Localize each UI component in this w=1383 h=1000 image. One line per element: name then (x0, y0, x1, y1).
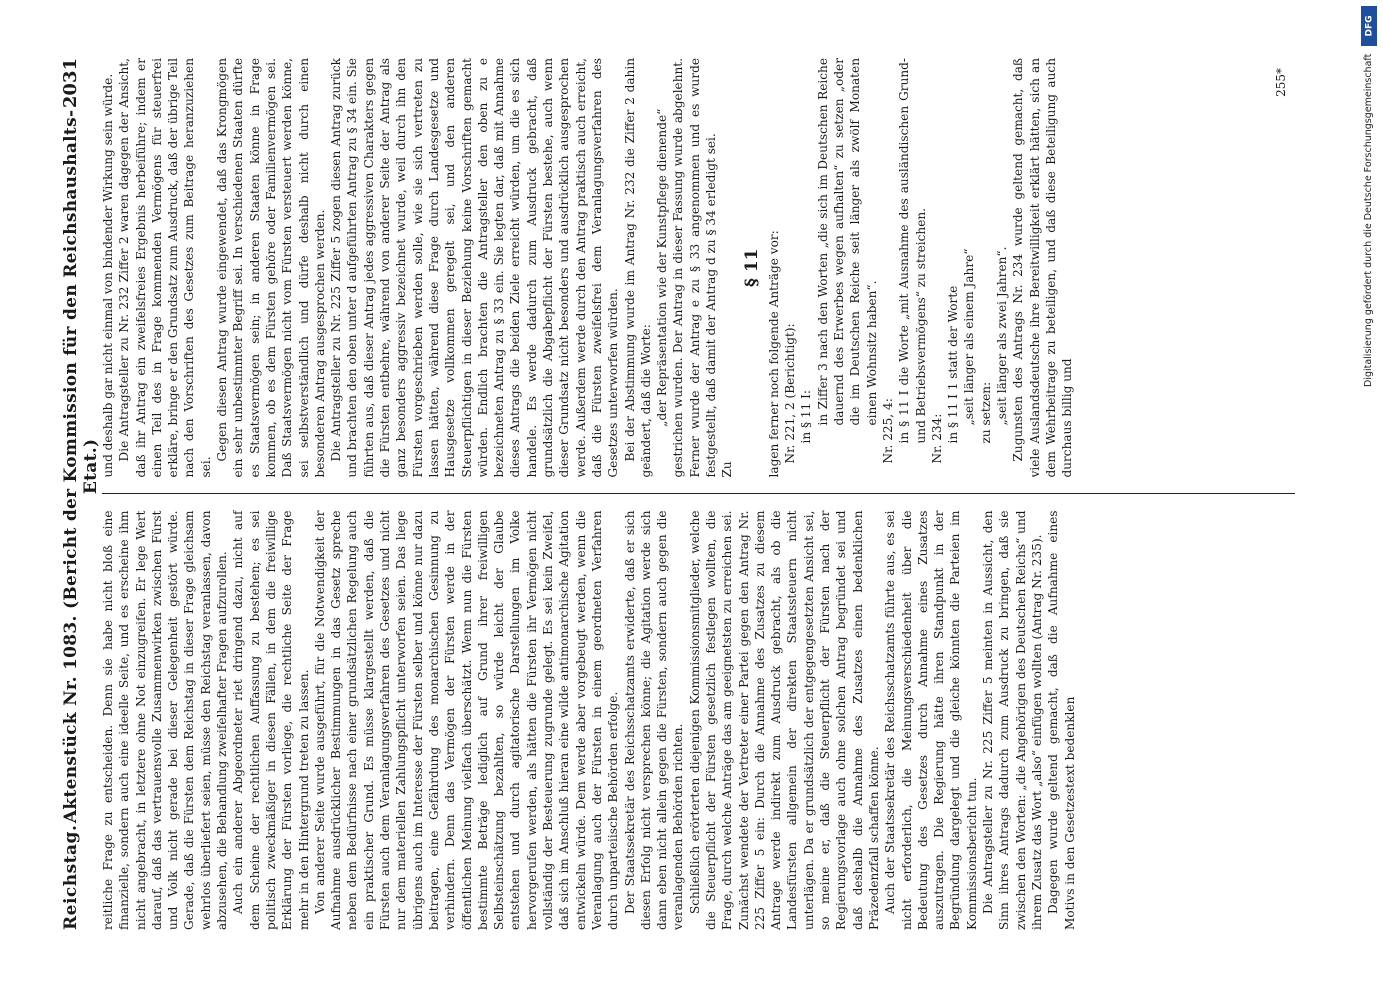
motion-item: Nr. 225, 4: (880, 398, 895, 464)
right-column (100, 58, 1295, 478)
paragraph: Gegen diesen Antrag wurde eingewendet, daß das Krongmögen ein sehr unbestimmter Begriff sei. In verschiedenen Staaten dürfte es Staatsvermögen sein; in anderen Staaten könne in Frage kommen, ob es dem Fürsten gehöre oder Familienvermögen sei. Daß Staatsvermögen nicht vom Fürsten versteuert werden könne, sei selbstverständlich und dürfe deshalb nicht durch einen besonderen Antrag ausgesprochen werden. (215, 58, 327, 478)
paragraph: Zugunsten des Antrags Nr. 234 wurde geltend gemacht, daß viele Auslandsdeutsche ihre Bereitwilligkeit erklärt hätten, sich an dem Wehrbeitrage zu beteiligen, und daß diese Beteiligung auch durchaus billig und (1011, 58, 1075, 478)
motion-item: „seit länger als zwei Jahren“. (995, 246, 1010, 426)
zu-label: Zu (720, 461, 735, 478)
section-heading: § 11 (741, 248, 762, 287)
paragraph: gestrichen wurden. Der Antrag in dieser Fassung wurde abgelehnt. Ferner wurde der Antrag e zu § 33 angenommen und es wurde festgestellt, daß damit der Antrag d zu § 34 erledigt sei. (671, 58, 718, 478)
paragraph: Die Antragsteller zu Nr. 225 Ziffer 5 meinten in Aussicht, den Sinn ihres Antrags dadurch zum Ausdruck zu bringen, daß sie zwischen den Worten: „die Angehörigen des Deutschen Reichs“ und ihrem Zusatz das Wort „also“ einfügen wollten (Antrag Nr. 235). (981, 510, 1044, 930)
motion-item: in Ziffer 3 nach den Worten „die sich im Deutschen Reiche dauernd des Erwerbes wegen aufhalten“ zu setzen „oder die im Deutschen Reiche seit länger als zwölf Monaten einen Wohnsitz haben“. (815, 58, 879, 426)
page-number: 2031 (60, 58, 81, 109)
document-page (60, 58, 1310, 930)
running-head (60, 58, 101, 930)
column-divider (102, 494, 1295, 495)
dfg-sidebar (1353, 0, 1383, 1000)
motion-item: in § 11 I 1 statt der Worte (946, 285, 961, 444)
header-left: Reichstag. (61, 824, 81, 930)
motion-item: zu setzen: (978, 381, 993, 444)
dfg-logo: DFG (1361, 6, 1377, 46)
motion-item: „seit länger als einem Jahre“ (962, 248, 977, 426)
left-column (100, 511, 1295, 931)
motion-item: in § 11 I die Worte „mit Ausnahme des ausländischen Grund- und Betriebsvermögens“ zu streichen. (897, 58, 928, 444)
motion-list (782, 58, 1010, 478)
motion-item: Nr. 234: (929, 413, 944, 464)
text-columns (100, 58, 1295, 930)
signature-mark: 255* (1274, 68, 1288, 97)
paragraph: Die Antragsteller zu Nr. 225 Ziffer 5 zogen diesen Antrag zurück und brachten den oben unter d aufgeführten Antrag zu § 34 ein. Sie führten aus, daß dieser Antrag jedes aggressiven Charakters gegen die Fürsten entbehre, während von anderer Seite der Antrag als ganz besonders aggressiv bezeichnet wurde, weil durch ihn den Fürsten vorgeschrieben werden solle, wie sie sich vertreten zu lassen hätten, während diese Frage durch Landesgesetze und Hausgesetze vollkommen geregelt sei, und den anderen Steuerpflichtigen in dieser Beziehung keine Vorschriften gemacht würden. Endlich brachten die Antragsteller den oben zu e bezeichneten Antrag zu § 33 ein. Sie legten dar, daß mit Annahme dieses Antrags die beiden Ziele erreicht würden, um die es sich handele. Es werde dadurch zum Ausdruck gebracht, daß grundsätzlich die Abgabepflicht der Fürsten bestehe, auch wenn dieser Grundsatz nicht besonders und ausdrücklich ausgesprochen werde. Außerdem werde durch den Antrag praktisch auch erreicht, daß die Fürsten zweifelsfrei dem Veranlagungsverfahren des Gesetzes unterworfen würden. (329, 58, 621, 478)
paragraph: Bei der Abstimmung wurde im Antrag Nr. 232 die Ziffer 2 dahin geändert, daß die Worte: (622, 58, 653, 478)
motion-item: in § 11 I: (799, 390, 814, 444)
paragraph: Die Antragsteller zu Nr. 232 Ziffer 2 waren dagegen der Ansicht, daß ihr Antrag ein zweifelsfreies Ergebnis herbeiführe; indem er einen Teil des in Frage kommenden Vermögens für steuerfrei erkläre, bringe er den Grundsatz zum Ausdruck, daß der übrige Teil nach den Vorschriften des Gesetzes zum Beitrage heranzuziehen sei. (117, 58, 213, 478)
paragraph: Schließlich erörterten diejenigen Kommissionsmitglieder, welche die Steuerpflicht der Fürsten gesetzlich festlegen wollten, die Frage, durch welche Anträge das am geeignetsten zu erreichen sei. Zunächst wendete der Vertreter einer Partei gegen den Antrag Nr. 225 Ziffer 5 ein: Durch die Annahme des Zusatzes zu diesem Antrage werde indirekt zum Ausdruck gebracht, als ob die Landesfürsten allgemein der direkten Staatssteuern nicht unterlägen. Da er grundsätzlich der entgegengesetzten Ansicht sei, so meine er, daß die Steuerpflicht der Fürsten nach der Regierungsvorlage auch ohne solchen Antrag begründet sei und daß deshalb die Annahme des Zusatzes einen bedenklichen Präzedenzfall schaffen könne. (687, 510, 881, 930)
paragraph: Auch der Staatssekretär des Reichsschatzamts führte aus, es sei nicht erforderlich, die Meinungsverschiedenheit über die Bedeutung des Gesetzes durch Annahme eines Zusatzes auszutragen. Die Regierung hätte ihren Standpunkt in der Begründung dargelegt und die gleiche könnten die Parteien im Kommissionsbericht tun. (883, 510, 979, 930)
paragraph: reitliche Frage zu entscheiden. Denn sie habe nicht bloß eine finanzielle, sondern auch eine ideelle Seite, und es erscheine ihm nicht angebracht, in letztere ohne Not einzugreifen. Er lege Wert darauf, daß das vertrauensvolle Zusammenwirken zwischen Fürst und Volk nicht gerade bei dieser Gelegenheit gestört würde. Gerade, daß die Fürsten dem Reichstag in dieser Frage gleichsam wehrlos überliefert seien, müsse den Reichstag veranlassen, davon abzusehen, die Behandlung zweifelhafter Fragen aufzurollen. (101, 510, 230, 930)
paragraph: lagen ferner noch folgende Anträge vor: (766, 230, 781, 478)
motion-item: Nr. 221, 2 (Berichtigt): (783, 323, 798, 464)
paragraph: Der Staatssekretär des Reichsschatzamts erwiderte, daß er sich diesen Erfolg nicht versprechen könne; die Agitation werde sich dann eben nicht allein gegen die Fürsten, sondern auch gegen die veranlagenden Behörden richten. (622, 510, 686, 930)
header-center: Aktenstück Nr. 1083. (Bericht der Kommission für den Reichshaushalts-Etat.) (61, 109, 101, 824)
paragraph: und deshalb gar nicht einmal von bindender Wirkung sein würde. (101, 73, 115, 478)
paragraph: Von anderer Seite wurde ausgeführt, für die Notwendigkeit der Aufnahme ausdrücklicher Bestimmungen in das Gesetz spreche neben dem Bedürfnisse nach einer grundsätzlichen Regelung auch ein praktischer Grund. Es müsse klargestellt werden, daß die Fürsten auch dem Veranlagungsverfahren des Gesetzes und nicht nur dem materiellen Zahlungspflicht unterworfen seien. Das liege übrigens auch im Interesse der Fürsten selber und könne nur dazu beitragen, eine Gefährdung des monarchischen Gesinnung zu verhindern. Denn das Vermögen der Fürsten werde in der öffentlichen Meinung vielfach überschätzt. Wenn nun die Fürsten bestimmte Beträge lediglich auf Grund ihrer freiwilligen Selbsteinschätzung bezahlten, so würde leicht der Glaube entstehen und durch agitatorische Darstellungen im Volke hervorgerufen werden, als hätten die Fürsten ihr Vermögen nicht vollständig der Besteuerung zugrunde gelegt. Es sei kein Zweifel, daß sich im Anschluß hieran eine wilde antimonarchische Agitation entwickeln würde. Dem werde aber vorgebeugt werden, wenn die Veranlagung auch der Fürsten in einem geordneten Verfahren durch unparteiische Behörden erfolge. (312, 510, 621, 930)
paragraph: Dagegen wurde geltend gemacht, daß die Aufnahme eines Motivs in den Gesetzestext bedenklen (1046, 510, 1077, 930)
paragraph: Auch ein anderer Abgeordneter riet dringend dazu, nicht auf dem Scheine der rechtlichen Auffassung zu bestehen; es sei politisch zweckmäßiger in diesen Fällen, in dem die freiwillige Erklärung der Fürsten vorliege, die rechtliche Seite der Frage mehr in den Hintergrund treten zu lassen. (231, 510, 311, 930)
quoted-phrase: „der Repräsentation wie der Kunstpflege dienende“ (655, 108, 670, 427)
digitization-credit: Digitalisierung gefördert durch die Deutsche Forschungsgemeinschaft (1363, 54, 1374, 388)
